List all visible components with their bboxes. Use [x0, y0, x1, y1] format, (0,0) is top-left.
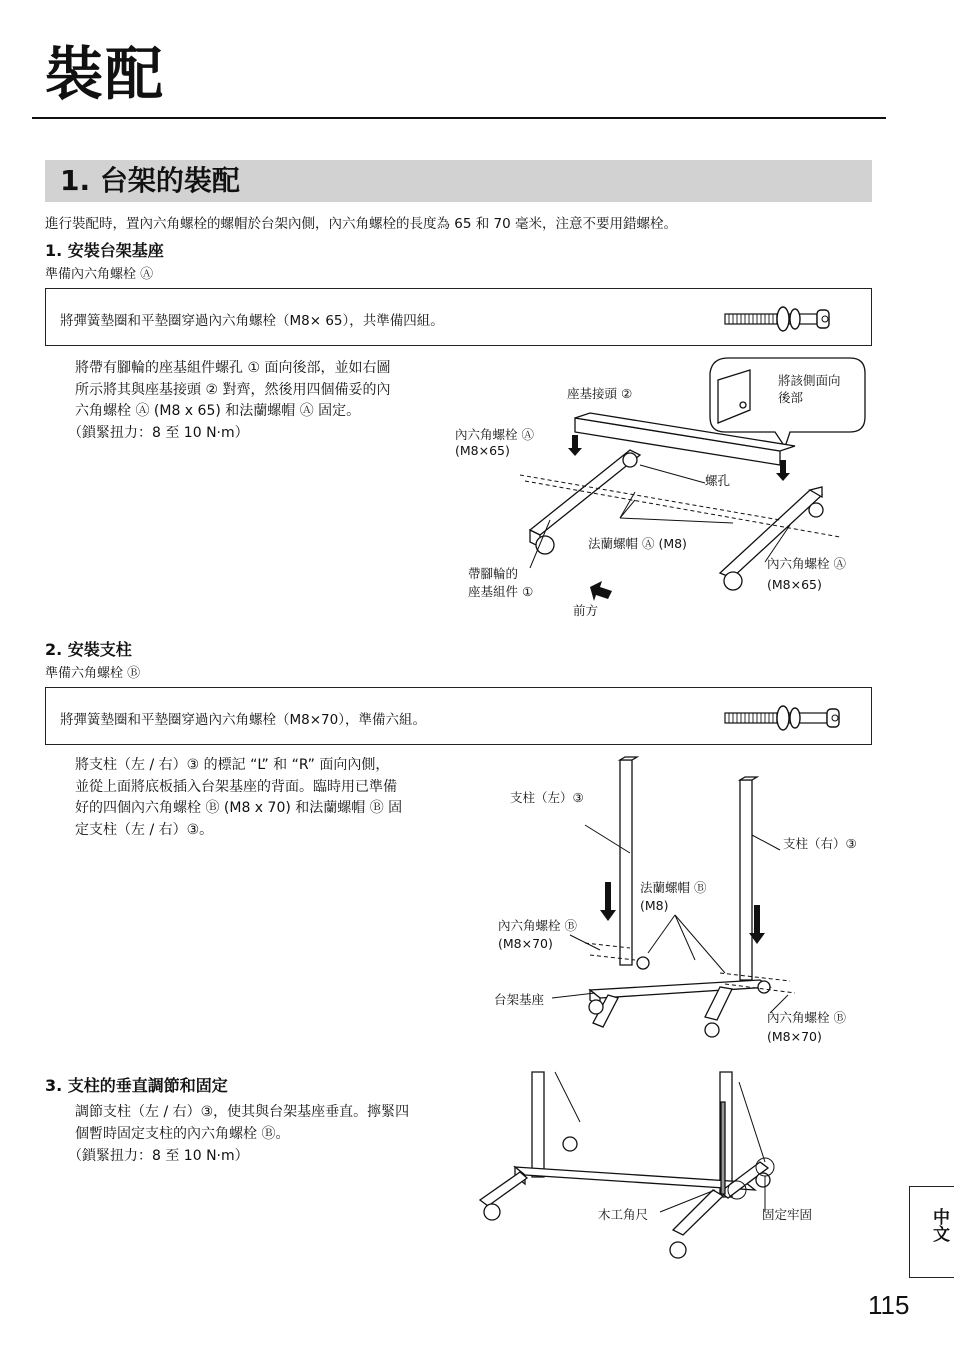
language-tab-label: 中文 — [929, 1208, 949, 1242]
step2-instruction-line: 將支柱（左 / 右）③ 的標記 “L” 和 “R” 面向內側， — [75, 757, 390, 773]
step2-heading: 2. 安裝支柱 — [45, 640, 132, 659]
step3-torque: （鎖緊扭力：8 至 10 N·m） — [68, 1148, 249, 1164]
step1-instruction-line: 六角螺栓 Ⓐ (M8 x 65) 和法蘭螺帽 Ⓐ 固定。 — [75, 403, 361, 419]
step2-instruction-line: 並從上面將底板插入台架基座的背面。臨時用已準備 — [75, 778, 397, 795]
step1-instruction-line: 所示將其與座基接頭 ② 對齊，然後用四個備妥的內 — [75, 381, 391, 398]
step3-instruction-line: 個暫時固定支柱的內六角螺栓 Ⓑ。 — [75, 1125, 290, 1142]
step1-torque: （鎖緊扭力：8 至 10 N·m） — [68, 425, 249, 441]
section-title: 1. 台架的裝配 — [60, 164, 240, 197]
intro-text: 進行裝配時，置內六角螺栓的螺帽於台架內側，內六角螺栓的長度為 65 和 70 毫米，注意不要用錯螺栓。 — [45, 216, 678, 232]
vertical-adjust-diagram — [475, 1072, 820, 1267]
label-side-back: 將該側面向 — [778, 373, 841, 388]
step2-instruction-line: 好的四個內六角螺栓 Ⓑ (M8 x 70) 和法蘭螺帽 Ⓑ 固 — [75, 800, 403, 816]
label-stand-base: 台架基座 — [494, 992, 545, 1007]
label-fix-firmly: 固定牢固 — [762, 1207, 813, 1222]
title-divider — [32, 117, 886, 119]
step3-instructions — [75, 1102, 409, 1145]
step1-instruction-line: 將帶有腳輪的座基組件螺孔 ① 面向後部，並如右圖 — [75, 360, 391, 376]
step3-instruction-line: 調節支柱（左 / 右）③，使其與台架基座垂直。擰緊四 — [75, 1104, 410, 1120]
label-bolt-b-left-size: (M8×70) — [498, 936, 553, 951]
step2-prep: 準備六角螺栓 Ⓑ — [45, 666, 141, 681]
step1-note-text: 將彈簧墊圈和平墊圈穿過內六角螺栓（M8× 65），共準備四組。 — [60, 313, 444, 329]
label-bolt-a-left: 內六角螺栓 Ⓐ — [455, 427, 534, 442]
step1-heading: 1. 安裝台架基座 — [45, 241, 164, 260]
label-hole: 螺孔 — [705, 473, 731, 488]
label-bolt-b-right-size: (M8×70) — [767, 1029, 822, 1044]
label-side-back-2: 後部 — [778, 390, 804, 405]
page-number: 115 — [868, 1290, 910, 1320]
step2-instructions — [75, 755, 402, 841]
step3-heading: 3. 支柱的垂直調節和固定 — [45, 1076, 228, 1095]
bolt-icon — [722, 705, 847, 731]
label-flange-nut-a: 法蘭螺帽 Ⓐ (M8) — [588, 536, 687, 551]
step1-instructions — [75, 358, 390, 423]
label-bolt-a-left-size: (M8×65) — [455, 443, 510, 458]
label-base-unit-2: 座基組件 ① — [468, 584, 534, 599]
step2-instruction-line: 定支柱（左 / 右）③。 — [75, 821, 214, 838]
label-front: 前方 — [573, 603, 599, 618]
label-base-unit: 帶腳輪的 — [468, 566, 519, 581]
label-pillar-right: 支柱（右）③ — [783, 836, 857, 851]
label-bolt-a-right: 內六角螺栓 Ⓐ — [767, 556, 846, 571]
label-bolt-a-right-size: (M8×65) — [767, 577, 822, 592]
step1-prep: 準備內六角螺栓 Ⓐ — [45, 267, 154, 282]
bolt-icon — [722, 306, 837, 332]
label-carpenter-square: 木工角尺 — [598, 1207, 649, 1222]
label-joint: 座基接頭 ② — [567, 386, 633, 401]
label-flange-nut-b-size: (M8) — [640, 898, 669, 913]
label-flange-nut-b: 法蘭螺帽 Ⓑ — [640, 880, 707, 895]
label-pillar-left: 支柱（左）③ — [510, 790, 584, 805]
page-title: 裝配 — [45, 40, 166, 108]
step2-note-text: 將彈簧墊圈和平墊圈穿過內六角螺栓（M8×70），準備六組。 — [60, 712, 426, 728]
label-bolt-b-left: 內六角螺栓 Ⓑ — [498, 918, 577, 933]
label-bolt-b-right: 內六角螺栓 Ⓑ — [767, 1010, 846, 1025]
